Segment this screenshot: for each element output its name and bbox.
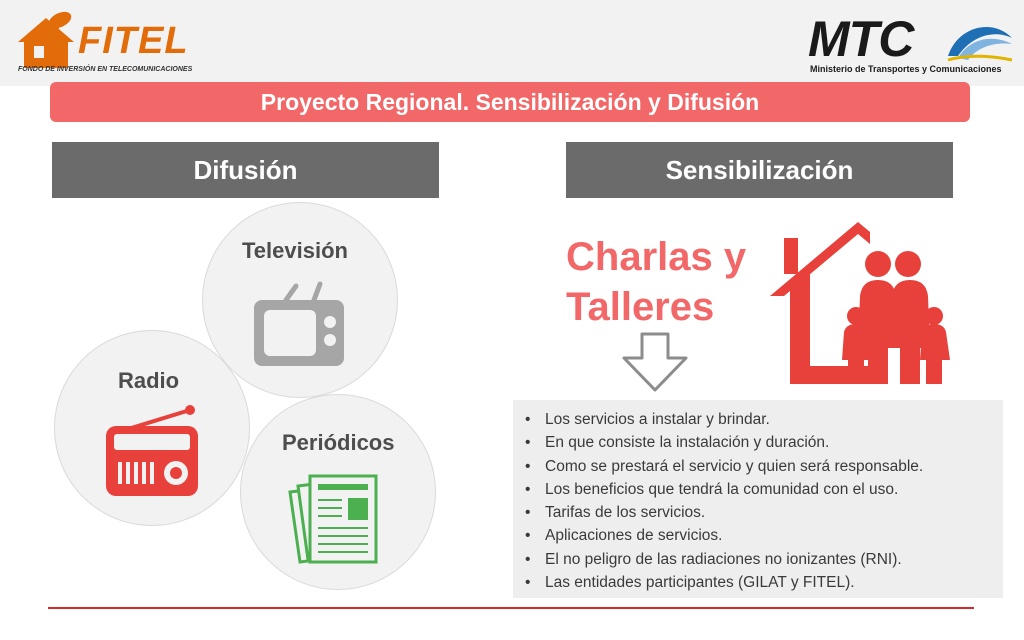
page-title: Proyecto Regional. Sensibilización y Difusión [50,82,970,122]
list-item: • Los servicios a instalar y brindar. [545,408,1003,431]
footer-divider [48,607,974,609]
mtc-subtitle: Ministerio de Transportes y Comunicaciones [810,64,1002,74]
list-item: • Los beneficios que tendrá la comunidad con el uso. [545,478,1003,501]
list-item: • Tarifas de los servicios. [545,501,1003,524]
charlas-line-2: Talleres [566,285,715,329]
difusion-heading: Difusión [52,142,439,198]
list-item: • En que consiste la instalación y duración. [545,431,1003,454]
charlas-talleres-title [566,232,746,332]
arrow-down-icon [620,330,690,394]
list-item: • Las entidades participantes (GILAT y FITEL). [545,571,1003,594]
mtc-wordmark: MTC [808,11,914,67]
family-house-icon [770,220,954,386]
radio-icon [104,402,202,498]
television-label: Televisión [242,238,348,263]
sensibilizacion-topics-box [513,400,1003,598]
fitel-subtitle: FONDO DE INVERSIÓN EN TELECOMUNICACIONES [18,66,193,73]
tv-icon [252,278,348,370]
sensibilizacion-heading: Sensibilización [566,142,953,198]
fitel-wordmark: FITEL [78,20,189,62]
charlas-line-1: Charlas y [566,235,747,279]
topics-list [513,400,1003,594]
list-item: • Como se prestará el servicio y quien será responsable. [545,455,1003,478]
radio-label: Radio [118,368,180,393]
periodicos-label: Periódicos [282,430,395,455]
newspaper-icon [286,470,382,566]
list-item: • Aplicaciones de servicios. [545,524,1003,547]
list-item: • El no peligro de las radiaciones no ionizantes (RNI). [545,548,1003,571]
